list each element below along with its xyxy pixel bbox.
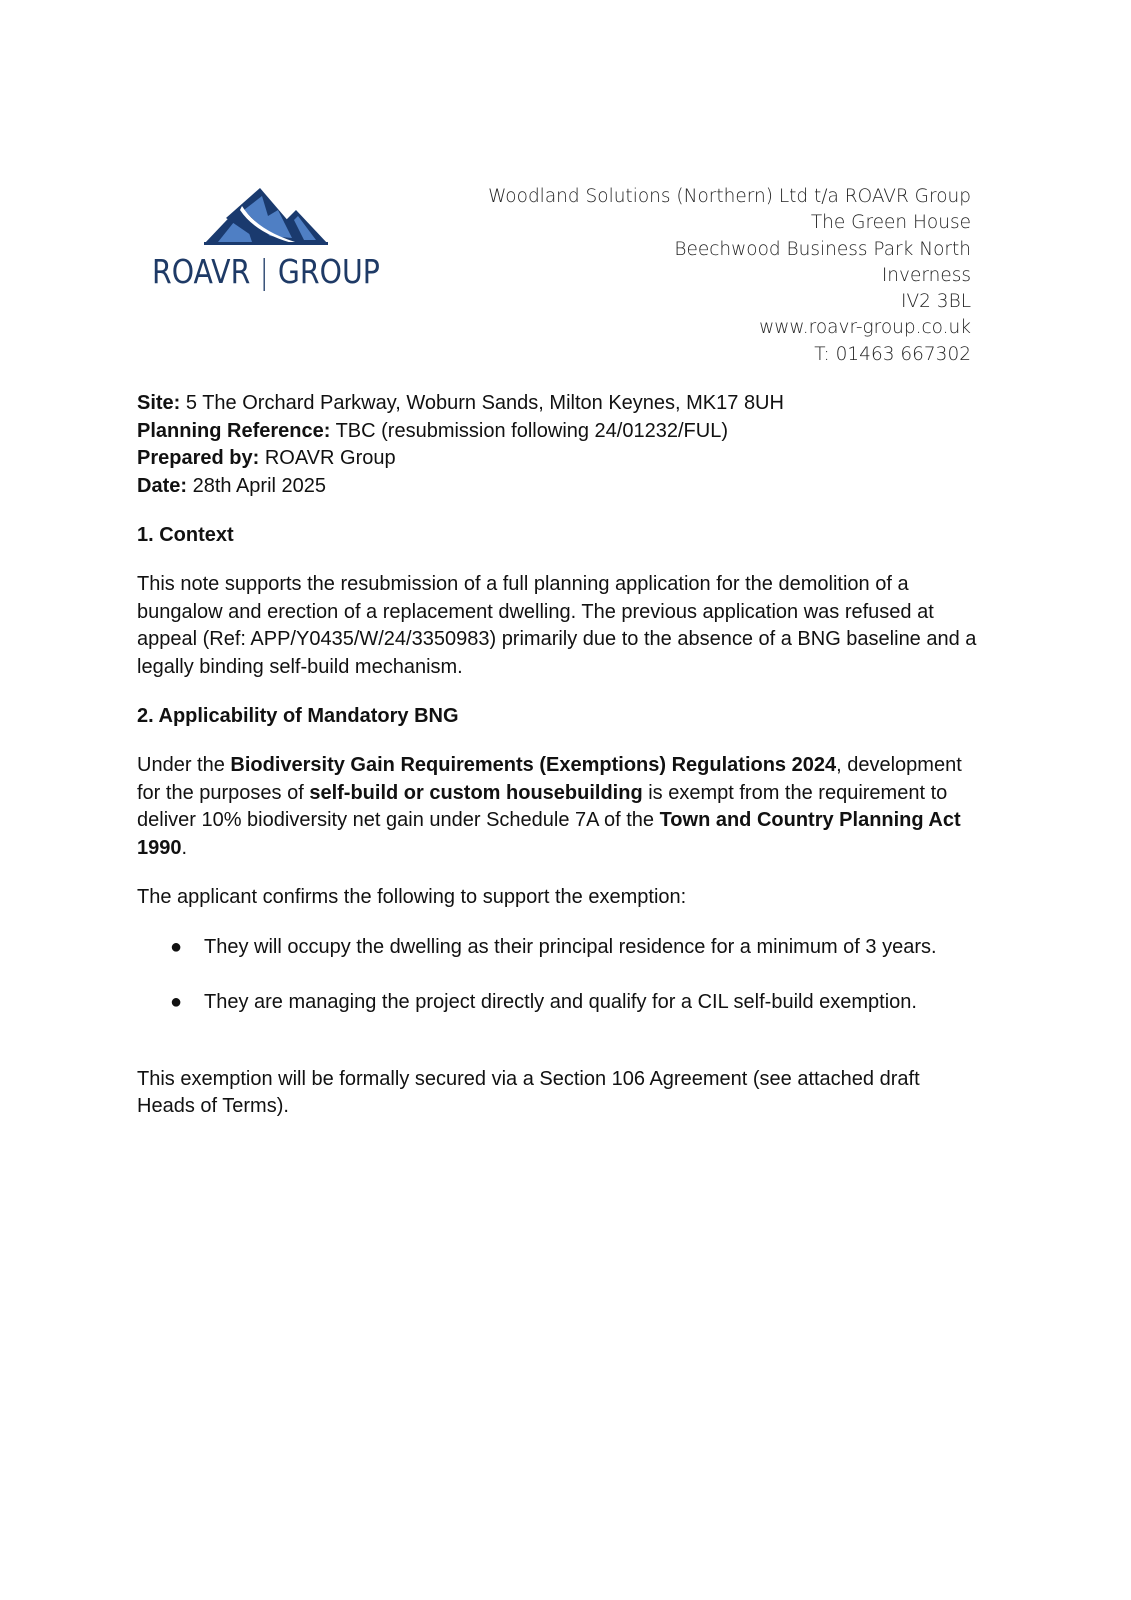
logo-wordmark: ROAVR | GROUP <box>152 252 380 291</box>
address-city: Inverness <box>881 264 971 286</box>
meta-date: Date: 28th April 2025 <box>137 474 327 497</box>
mountain-logo-icon <box>204 188 328 246</box>
list-item: ● They are managing the project directly and qualify for a CIL self-build exemption. <box>137 989 977 1016</box>
address-company-name: Woodland Solutions (Northern) Ltd t/a ROAVR Group <box>488 186 971 207</box>
meta-prepared-by: Prepared by: ROAVR Group <box>137 447 396 469</box>
company-address <box>488 184 971 368</box>
bng-paragraph-3: This exemption will be formally secured via a Section 106 Agreement (see attached draft Heads of Terms). <box>137 1067 920 1117</box>
company-logo <box>148 188 398 308</box>
address-building: The Green House <box>810 212 971 234</box>
bullet-icon: ● <box>170 990 183 1013</box>
list-item: ● They will occupy the dwelling as their principal residence for a minimum of 3 years. <box>137 934 977 961</box>
document-body <box>137 390 977 1121</box>
address-postcode: IV2 3BL <box>901 291 971 313</box>
address-street: Beechwood Business Park North <box>674 238 971 260</box>
exemption-criteria-list <box>137 934 977 1016</box>
context-paragraph: This note supports the resubmission of a full planning application for the demolition of a bungalow and erection of a replacement dwelling. The previous application was refused at appeal (Ref: APP/Y0435/W/24/3350983) primarily due to the absence of a BNG baseline and a legally binding self-build mechanism. <box>137 573 977 678</box>
section-heading-context: 1. Context <box>137 524 234 546</box>
address-website[interactable]: www.roavr-group.co.uk <box>759 317 971 339</box>
meta-site: Site: 5 The Orchard Parkway, Woburn Sands, Milton Keynes, MK17 8UH <box>137 392 784 414</box>
bng-paragraph-1: Under the Biodiversity Gain Requirements (Exemptions) Regulations 2024, development for the purposes of self-build or custom housebuilding is exempt from the requirement to deliver 10% biodiversity net gain under Schedule 7A of the Town and Country Planning Act 1990. <box>137 754 962 859</box>
meta-planning-reference: Planning Reference: TBC (resubmission following 24/01232/FUL) <box>137 419 728 442</box>
bullet-icon: ● <box>170 935 183 958</box>
bng-paragraph-2: The applicant confirms the following to support the exemption: <box>137 886 687 908</box>
address-phone: T: 01463 667302 <box>814 343 971 365</box>
section-heading-bng: 2. Applicability of Mandatory BNG <box>137 705 459 727</box>
